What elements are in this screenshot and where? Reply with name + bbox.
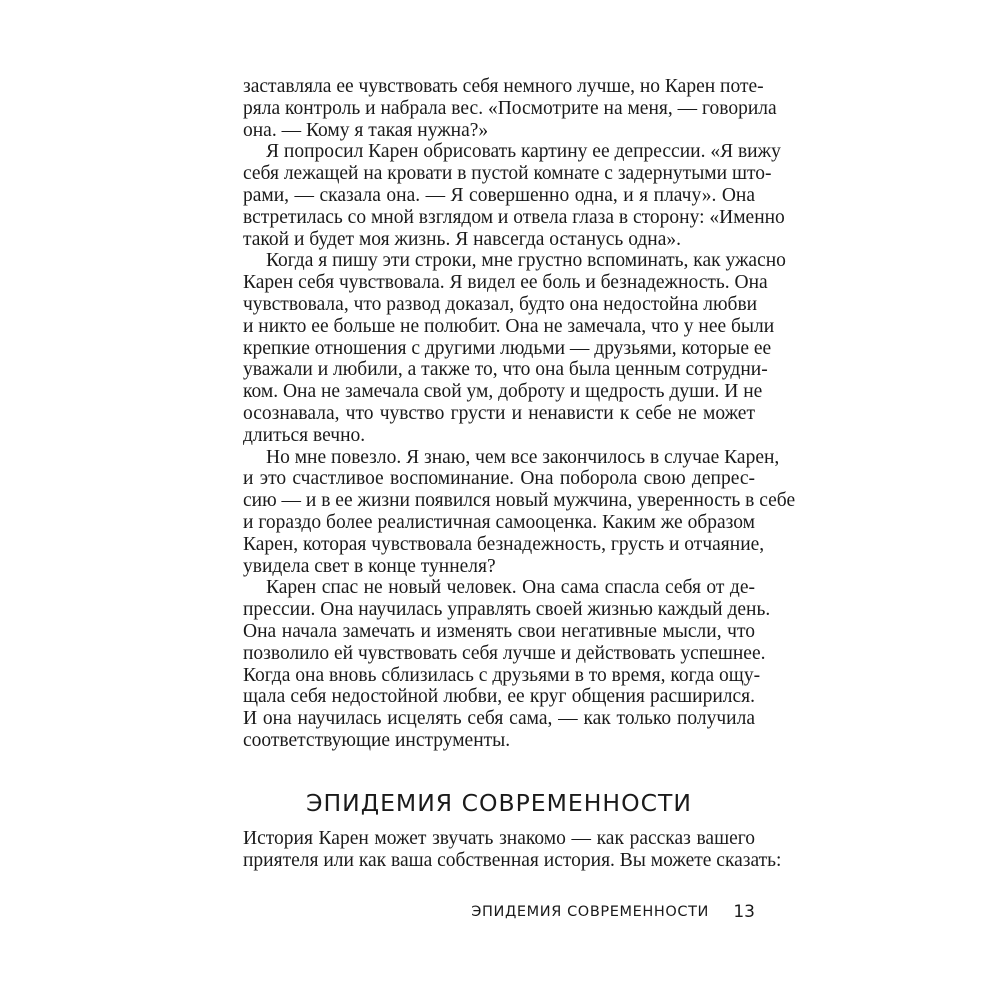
body-line: Когда я пишу эти строки, мне грустно вспоминать, как ужасно — [266, 250, 786, 272]
body-line: щала себя недостойной любви, ее круг общения расширился. — [243, 686, 755, 708]
body-line: И она научилась исцелять себя сама, — как только получила — [243, 708, 755, 730]
body-text — [243, 76, 796, 752]
body-line: чувствовала, что развод доказал, будто она недостойна любви — [243, 293, 758, 315]
body-line: заставляла ее чувствовать себя немного лучше, но Карен поте- — [243, 76, 764, 97]
body-line: прессии. Она научилась управлять своей жизнью каждый день. — [243, 599, 771, 621]
body-line: Она начала замечать и изменять свои негативные мысли, что — [243, 620, 755, 642]
body-line: рами, — сказала она. — Я совершенно одна, и я плачу». Она — [243, 184, 755, 206]
section-line: История Карен может звучать знакомо — как рассказ вашего — [243, 828, 755, 849]
body-line: Карен, которая чувствовала безнадежность, грусть и отчаяние, — [243, 533, 765, 555]
body-line: себя лежащей на кровати в пустой комнате с задернутыми што- — [243, 163, 772, 185]
body-line: Карен спас не новый человек. Она сама спасла себя от де- — [266, 577, 755, 599]
body-line: осознавала, что чувство грусти и ненависти к себе не может — [243, 402, 755, 424]
page-number: 13 — [733, 902, 755, 922]
body-line: Карен себя чувствовала. Я видел ее боль и безнадежность. Она — [243, 272, 768, 294]
body-line: и это счастливое воспоминание. Она поборола свою депрес- — [243, 468, 755, 490]
body-line: ком. Она не замечала свой ум, доброту и щедрость души. И не — [243, 381, 763, 403]
body-line: и гораздо более реалистичная самооценка. Каким же образом — [243, 511, 755, 533]
body-line: она. — Кому я такая нужна?» — [243, 119, 489, 141]
body-line: сию — и в ее жизни появился новый мужчина, уверенность в себе — [243, 490, 796, 512]
body-line: крепкие отношения с другими людьми — друзьями, которые ее — [243, 337, 772, 359]
body-line: Я попросил Карен обрисовать картину ее депрессии. «Я вижу — [266, 141, 781, 163]
body-line: уважали и любили, а также то, что она была ценным сотрудни- — [243, 359, 768, 381]
body-line: позволило ей чувствовать себя лучше и действовать успешнее. — [243, 642, 766, 664]
footer-title: ЭПИДЕМИЯ СОВРЕМЕННОСТИ — [471, 904, 709, 920]
body-line: ряла контроль и набрала вес. «Посмотрите на меня, — говорила — [243, 97, 777, 119]
body-line: встретилась со мной взглядом и отвела глаза в сторону: «Именно — [243, 206, 785, 228]
running-footer — [243, 902, 755, 924]
body-line: Когда она вновь сблизилась с друзьями в то время, когда ощу- — [243, 664, 761, 686]
body-line: длиться вечно. — [243, 424, 366, 446]
body-line: такой и будет моя жизнь. Я навсегда останусь одна». — [243, 228, 682, 250]
body-line: соответствующие инструменты. — [243, 729, 511, 751]
body-line: и никто ее больше не полюбит. Она не замечала, что у нее были — [243, 315, 775, 337]
section-heading: ЭПИДЕМИЯ СОВРЕМЕННОСТИ — [306, 789, 692, 817]
section-line: приятеля или как ваша собственная история. Вы можете сказать: — [243, 849, 782, 871]
body-line: увидела свет в конце туннеля? — [243, 555, 496, 577]
body-line: Но мне повезло. Я знаю, чем все закончилось в случае Карен, — [266, 446, 780, 468]
section-text — [243, 828, 782, 872]
